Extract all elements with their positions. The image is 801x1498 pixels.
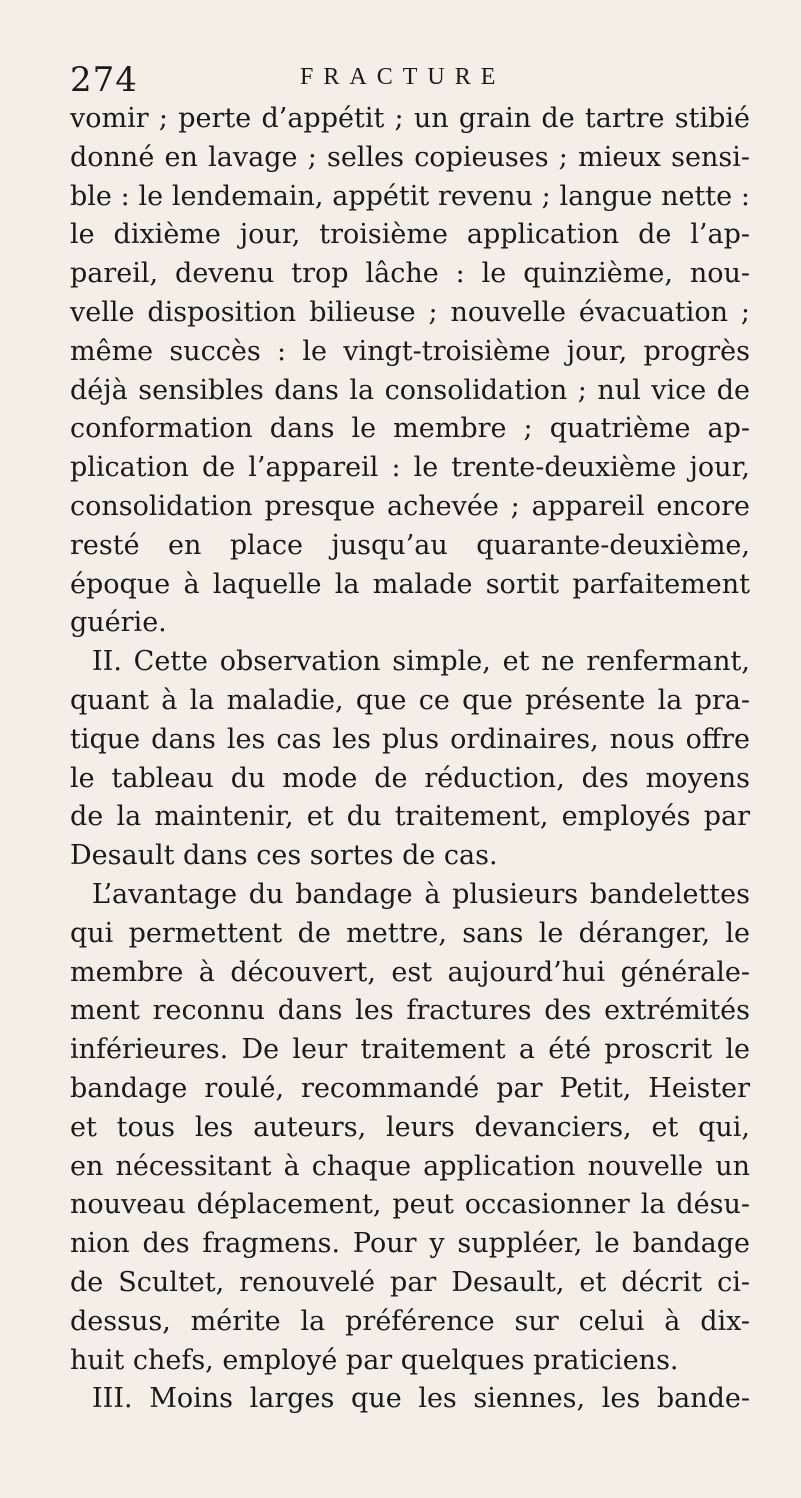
text-line: velle disposition bilieuse ; nouvelle évacuation ; — [70, 296, 750, 328]
text-line: Desault dans ces sortes de cas. — [70, 840, 498, 872]
text-line: en nécessitant à chaque application nouvelle un — [70, 1150, 750, 1182]
text-line: pareil, devenu trop lâche : le quinzième, nou- — [70, 258, 750, 290]
text-line: inférieures. De leur traitement a été proscrit le — [70, 1034, 750, 1066]
text-line: consolidation presque achevée ; appareil encore — [70, 490, 750, 522]
body-text — [70, 100, 750, 1419]
text-line: le tableau du mode de réduction, des moyens — [70, 762, 750, 794]
text-line: guérie. — [70, 607, 167, 639]
text-line: dessus, mérite la préférence sur celui à dix- — [70, 1305, 750, 1337]
text-line: huit chefs, employé par quelques praticiens. — [70, 1344, 679, 1376]
text-line: donné en lavage ; selles copieuses ; mieux sensi- — [70, 141, 750, 173]
text-line: de la maintenir, et du traitement, employés par — [70, 801, 750, 833]
text-line: même succès : le vingt-troisième jour, progrès — [70, 335, 750, 367]
text-line: membre à découvert, est aujourd’hui générale- — [70, 956, 750, 988]
running-head — [70, 56, 765, 100]
running-title: FRACTURE — [300, 64, 506, 90]
text-line: ment reconnu dans les fractures des extrémités — [70, 995, 750, 1027]
text-line: nouveau déplacement, peut occasionner la désu- — [70, 1189, 750, 1221]
text-line: conformation dans le membre ; quatrième ap- — [70, 413, 750, 445]
text-line: tique dans les cas les plus ordinaires, nous offre — [70, 723, 750, 755]
text-line: bandage roulé, recommandé par Petit, Heister — [70, 1072, 750, 1104]
text-line: quant à la maladie, que ce que présente la pra- — [70, 684, 750, 716]
text-line: ble : le lendemain, appétit revenu ; langue nette : — [70, 180, 750, 212]
paragraph-start-line: III. Moins larges que les siennes, les bande- — [92, 1383, 750, 1415]
text-line: nion des fragmens. Pour y suppléer, le bandage — [70, 1228, 750, 1260]
text-line: époque à laquelle la malade sortit parfaitement — [70, 568, 750, 600]
text-line: déjà sensibles dans la consolidation ; nul vice de — [70, 374, 750, 406]
text-line: le dixième jour, troisième application de l’ap- — [70, 219, 750, 251]
text-line: vomir ; perte d’appétit ; un grain de tartre stibié — [70, 103, 750, 134]
text-line: plication de l’appareil : le trente-deuxième jour, — [70, 452, 750, 484]
paragraph-start-line: II. Cette observation simple, et ne renfermant, — [92, 646, 750, 678]
text-line: et tous les auteurs, leurs devanciers, et qui, — [70, 1111, 750, 1143]
text-line: resté en place jusqu’au quarante-deuxième, — [70, 529, 750, 561]
page-number: 274 — [70, 60, 138, 100]
text-line: de Scultet, renouvelé par Desault, et décrit ci- — [70, 1266, 750, 1298]
text-line: qui permettent de mettre, sans le déranger, le — [70, 917, 750, 949]
paragraph-start-line: L’avantage du bandage à plusieurs bandelettes — [92, 878, 750, 910]
